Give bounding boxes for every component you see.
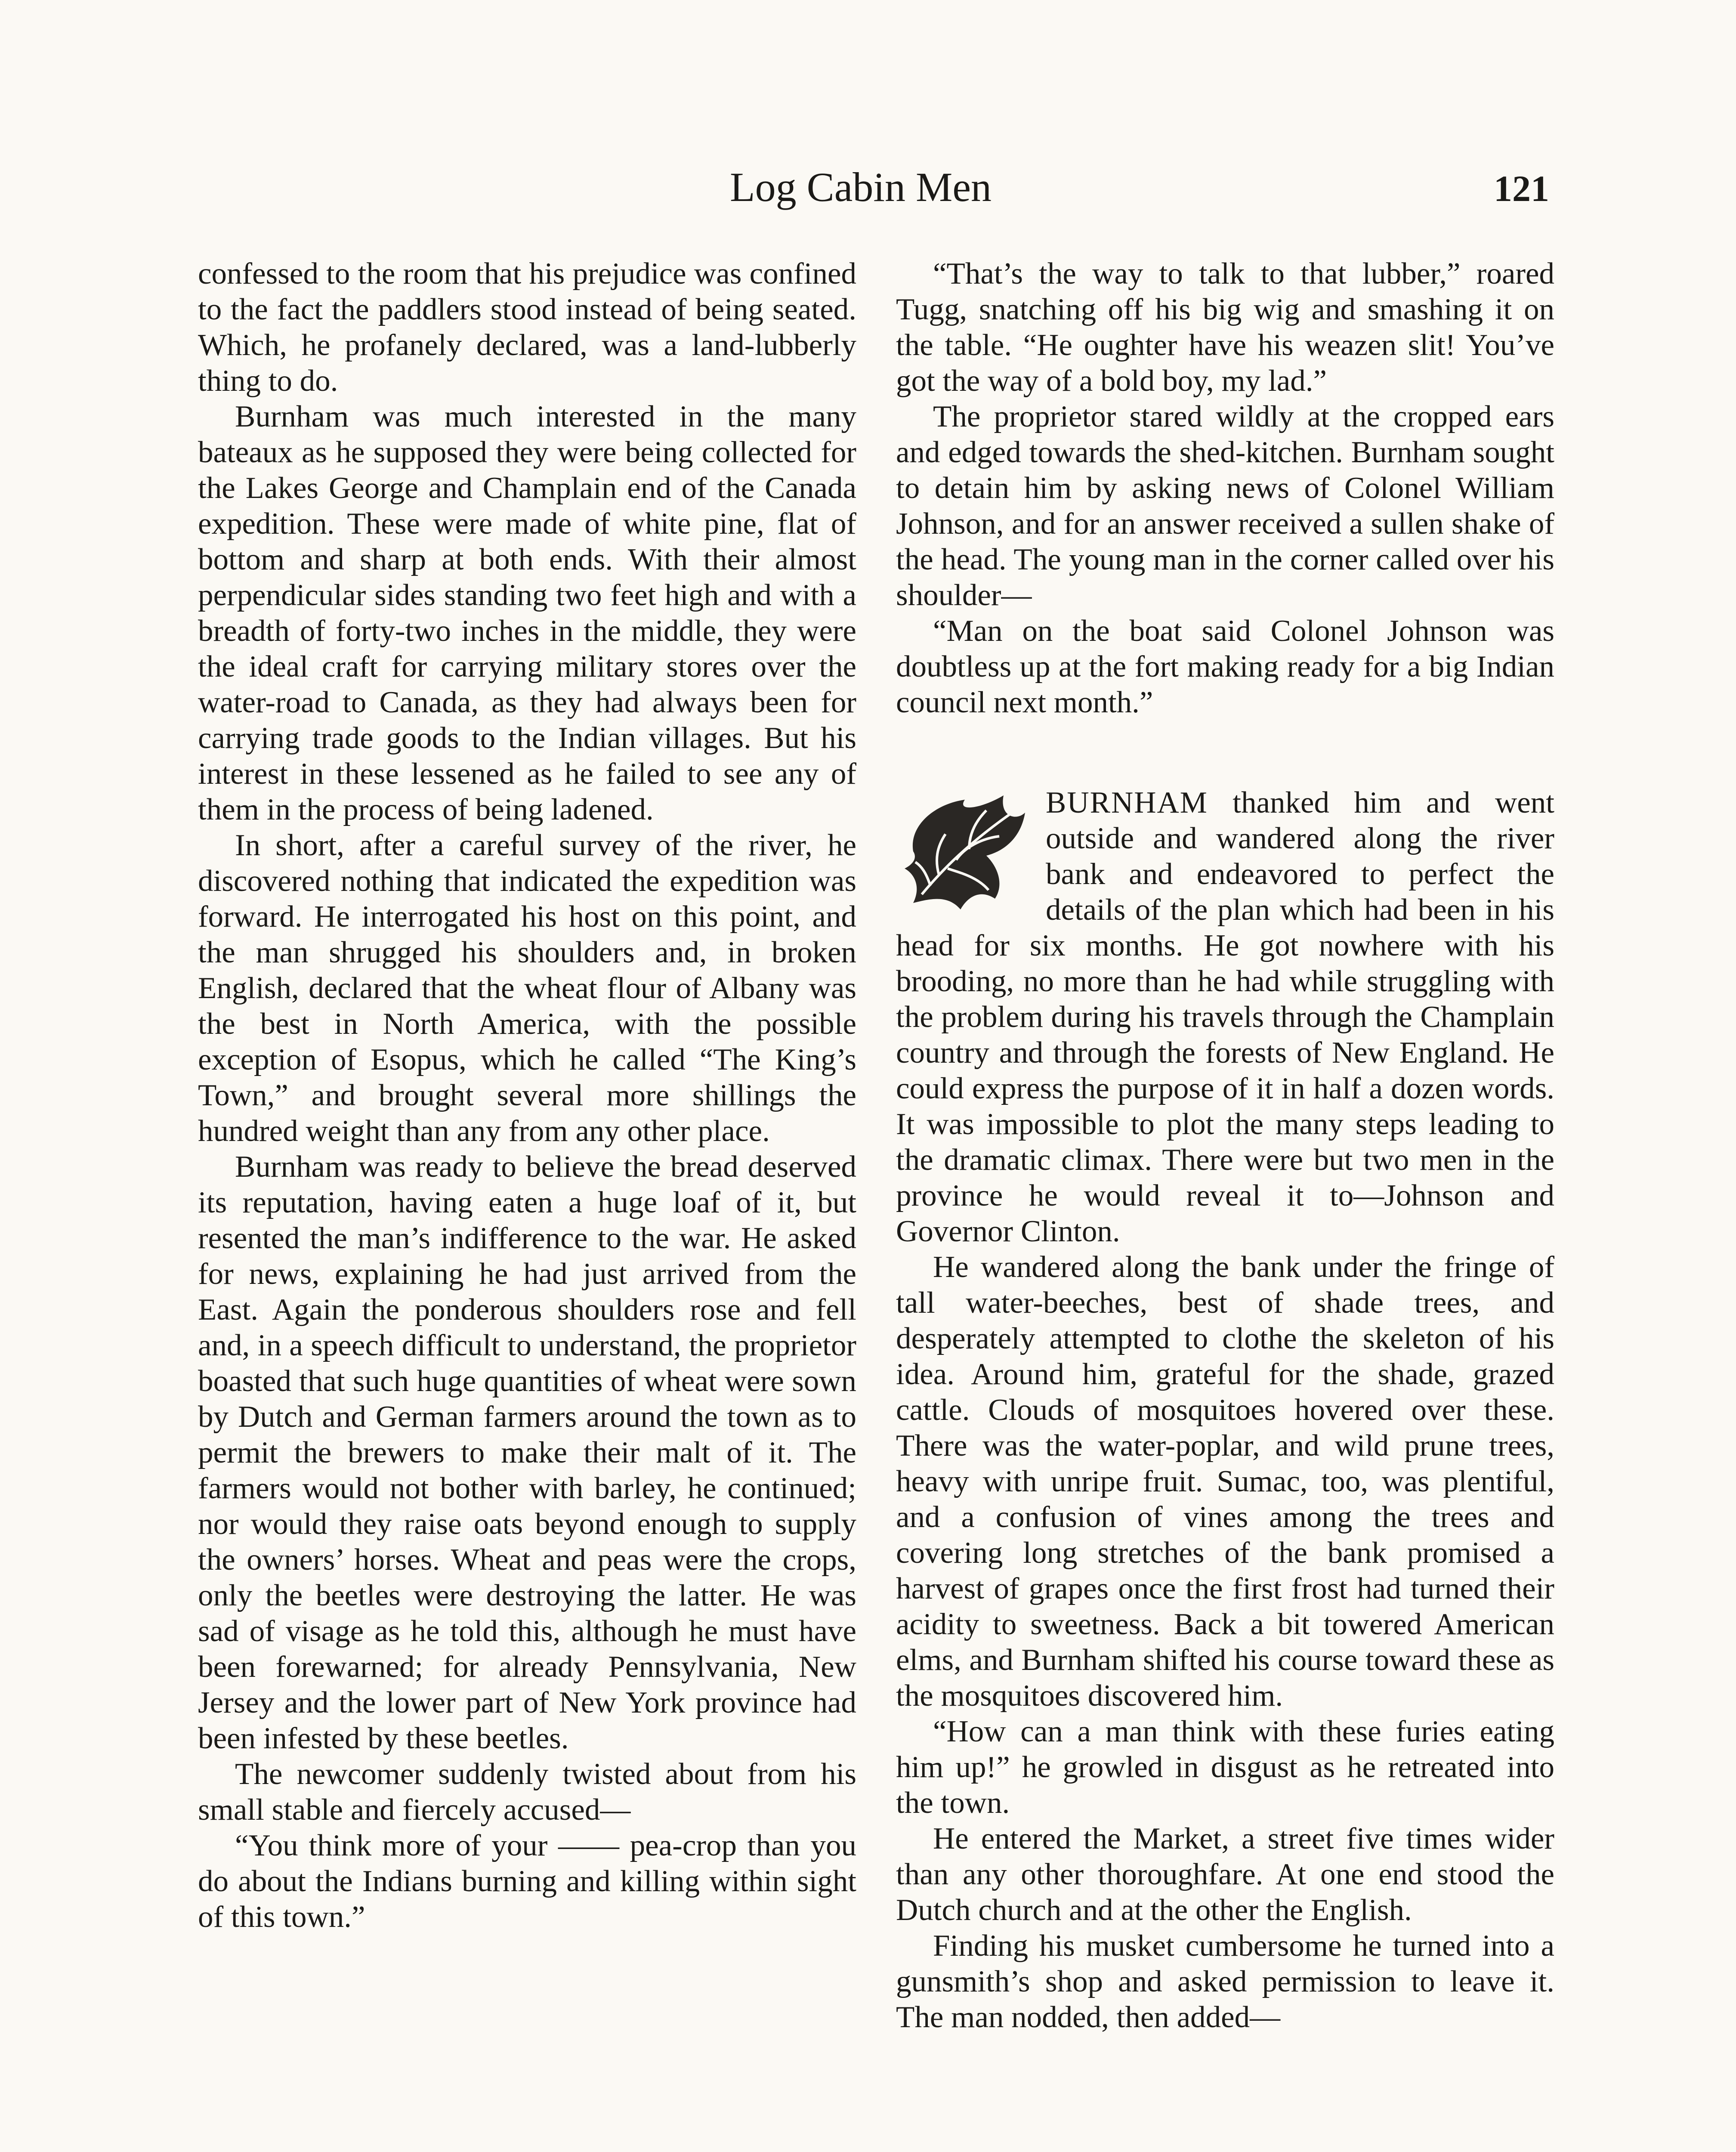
paragraph: The newcomer suddenly twisted about from his small stable and fiercely accused— [198, 1757, 856, 1827]
paragraph: “That’s the way to talk to that lubber,” roared Tugg, snatching off his big wig and smashing it on the table. “He oughter have his weazen slit! You’ve got the way of a bold boy, my lad.” [896, 257, 1554, 398]
paragraph: In short, after a careful survey of the river, he discovered nothing that indicated the expedition was forward. He interrogated his host on this point, and the man shrugged his shoulders and, in broken English, declared that the wheat flour of Albany was the best in North America, with the possible exception of Esopus, which he called “The King’s Town,” and brought several more shillings the hundred weight than any from any other place. [198, 829, 856, 1148]
paragraph: Finding his musket cumbersome he turned into a gunsmith’s shop and asked permission to leave it. The man nodded, then added— [896, 1929, 1554, 2034]
dropcap-word: BURNHAM [1046, 786, 1208, 819]
paragraph: confessed to the room that his prejudice was confined to the fact the paddlers stood instead of being seated. Which, he profanely declared, was a land-lubberly thing to do. [198, 257, 856, 398]
paragraph: “You think more of your —— pea-crop than you do about the Indians burning and killing within sight of this town.” [198, 1829, 856, 1934]
paragraph: The proprietor stared wildly at the cropped ears and edged towards the shed-kitchen. Burnham sought to detain him by asking news of Colonel William Johnson, and for an answer received a sullen shake of the head. The young man in the corner called over his shoulder— [896, 400, 1554, 612]
page-number: 121 [1494, 168, 1549, 209]
paragraph: “Man on the boat said Colonel Johnson was doubtless up at the fort making ready for a big Indian council next month.” [896, 614, 1554, 719]
paragraph: He entered the Market, a street five times wider than any other thoroughfare. At one end stood the Dutch church and at the other the English. [896, 1822, 1554, 1927]
left-column [198, 256, 856, 1935]
paragraph: Burnham was much interested in the many bateaux as he supposed they were being collected for the Lakes George and Champlain end of the Canada expedition. These were made of white pine, flat of bottom and sharp at both ends. With their almost perpendicular sides standing two feet high and with a breadth of forty-two inches in the middle, they were the ideal craft for carrying military stores over the water-road to Canada, as they had always been for carrying trade goods to the Indian villages. But his interest in these lessened as he failed to see any of them in the process of being ladened. [198, 400, 856, 826]
leaf-ornament-icon [896, 787, 1034, 916]
dropcap-paragraph-text: thanked him and went outside and wandered along the river bank and endeavored to perfect the details of the plan which had been in his head for six months. He got nowhere with his brooding, no more than he had while struggling with the problem during his travels through the Champlain country and through the forests of New England. He could express the purpose of it in half a dozen words. It was impossible to plot the many steps leading to the dramatic climax. There were but two men in the province he would reveal it to—Johnson and Governor Clinton. [896, 786, 1554, 1248]
paragraph: He wandered along the bank under the fringe of tall water-beeches, best of shade trees, and desperately attempted to clothe the skeleton of his idea. Around him, grateful for the shade, grazed cattle. Clouds of mosquitoes hovered over these. There was the water-poplar, and wild prune trees, heavy with unripe fruit. Sumac, too, was plentiful, and a confusion of vines among the trees and covering long stretches of the bank promised a harvest of grapes once the first frost had turned their acidity to sweetness. Back a bit towered American elms, and Burnham shifted his course toward these as the mosquitoes discovered him. [896, 1250, 1554, 1713]
running-head-title: Log Cabin Men [730, 164, 992, 210]
paragraph: “How can a man think with these furies eating him up!” he growled in disgust as he retreated into the town. [896, 1715, 1554, 1820]
right-column [896, 256, 1554, 2035]
paragraph: Burnham was ready to believe the bread deserved its reputation, having eaten a huge loaf of it, but resented the man’s indifference to the war. He asked for news, explaining he had just arrived from the East. Again the ponderous shoulders rose and fell and, in a speech difficult to understand, the proprietor boasted that such huge quantities of wheat were sown by Dutch and German farmers around the town as to permit the brewers to make their malt of it. The farmers would not bother with barley, he continued; nor would they raise oats beyond enough to supply the owners’ horses. Wheat and peas were the crops, only the beetles were destroying the latter. He was sad of visage as he told this, although he must have been forewarned; for already Pennsylvania, New Jersey and the lower part of New York province had been infested by these beetles. [198, 1150, 856, 1755]
dropcap-paragraph [896, 785, 1554, 1249]
